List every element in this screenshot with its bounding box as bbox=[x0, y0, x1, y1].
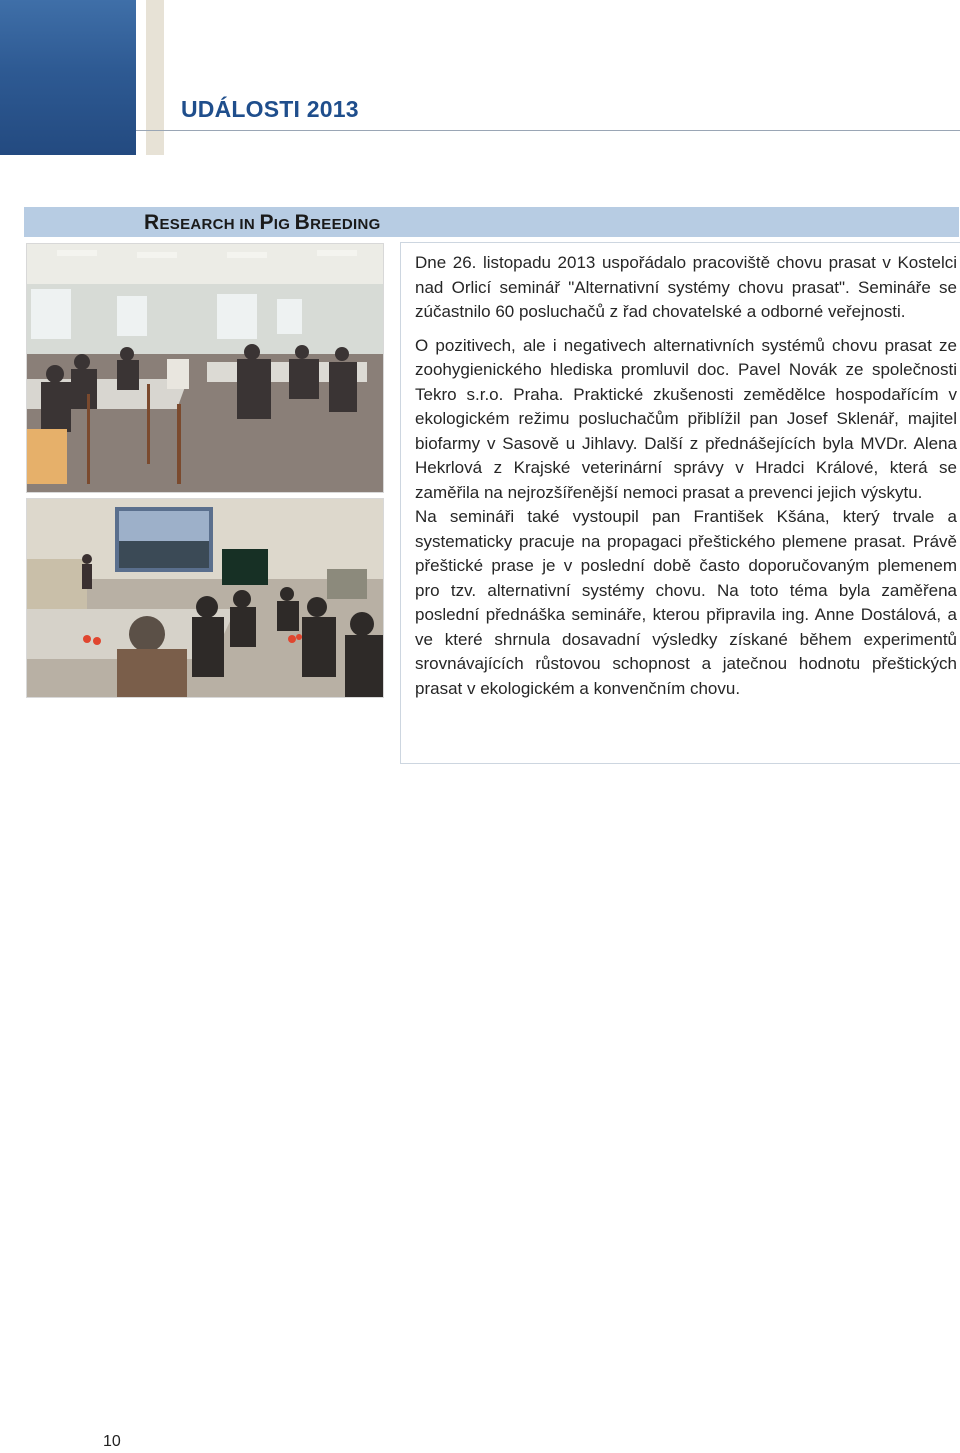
page-number: 10 bbox=[103, 1433, 121, 1450]
article-paragraph-speakers: O pozitivech, ale i negativech alternativních systémů chovu prasat ze zoohygienického hlediska promluvil doc. Pavel Novák ze společnosti Tekro s.r.o. Praha. Praktické zkušenosti zemědělce hospodařícím v ekologickém režimu posluchačům přiblížil pan Josef Sklenář, majitel biofarmy v Sasově u Jihlavy. Další z přednášejících byla MVDr. Alena Hekrlová z Krajské veterinární správy v Hradci Králové, která se zaměřila na nejrozšířenější nemoci prasat a prevenci jejich výskytu. bbox=[415, 335, 957, 502]
lecture-projection-photo bbox=[26, 498, 384, 698]
article-text-box bbox=[400, 242, 960, 764]
header-rule bbox=[136, 130, 960, 131]
page-heading: UDÁLOSTI 2013 bbox=[181, 96, 359, 122]
header-corner-stripe bbox=[146, 0, 164, 155]
article-paragraph-intro: Dne 26. listopadu 2013 uspořádalo pracoviště chovu prasat v Kostelci nad Orlicí seminář "Alternativní systémy chovu prasat". Semináře se zúčastnilo 60 posluchačů z řad chovatelské a odborné veřejnosti. bbox=[415, 253, 957, 321]
header-corner-block bbox=[0, 0, 136, 155]
article-paragraph-closing: Na semináři také vystoupil pan František Kšána, který trvale a systematicky pracuje na propagaci přeštického plemene prasat. Právě přeštické prase je v poslední době často doporučovaným plemenem pro tzv. alternativní systémy chovu. Na toto téma byla zaměřena poslední přednáška semináře, kterou připravila ing. Anne Dostálová, a ve které shrnula dosavadní výsledky získané během experimentů srovnávajících růstovou schopnost a jatečnou hodnotu přeštických prasat v ekologickém a konvenčním chovu. bbox=[415, 507, 957, 698]
section-title: RESEARCH IN PIG BREEDING bbox=[144, 211, 381, 234]
seminar-audience-photo bbox=[26, 243, 384, 493]
section-bar bbox=[24, 207, 959, 237]
